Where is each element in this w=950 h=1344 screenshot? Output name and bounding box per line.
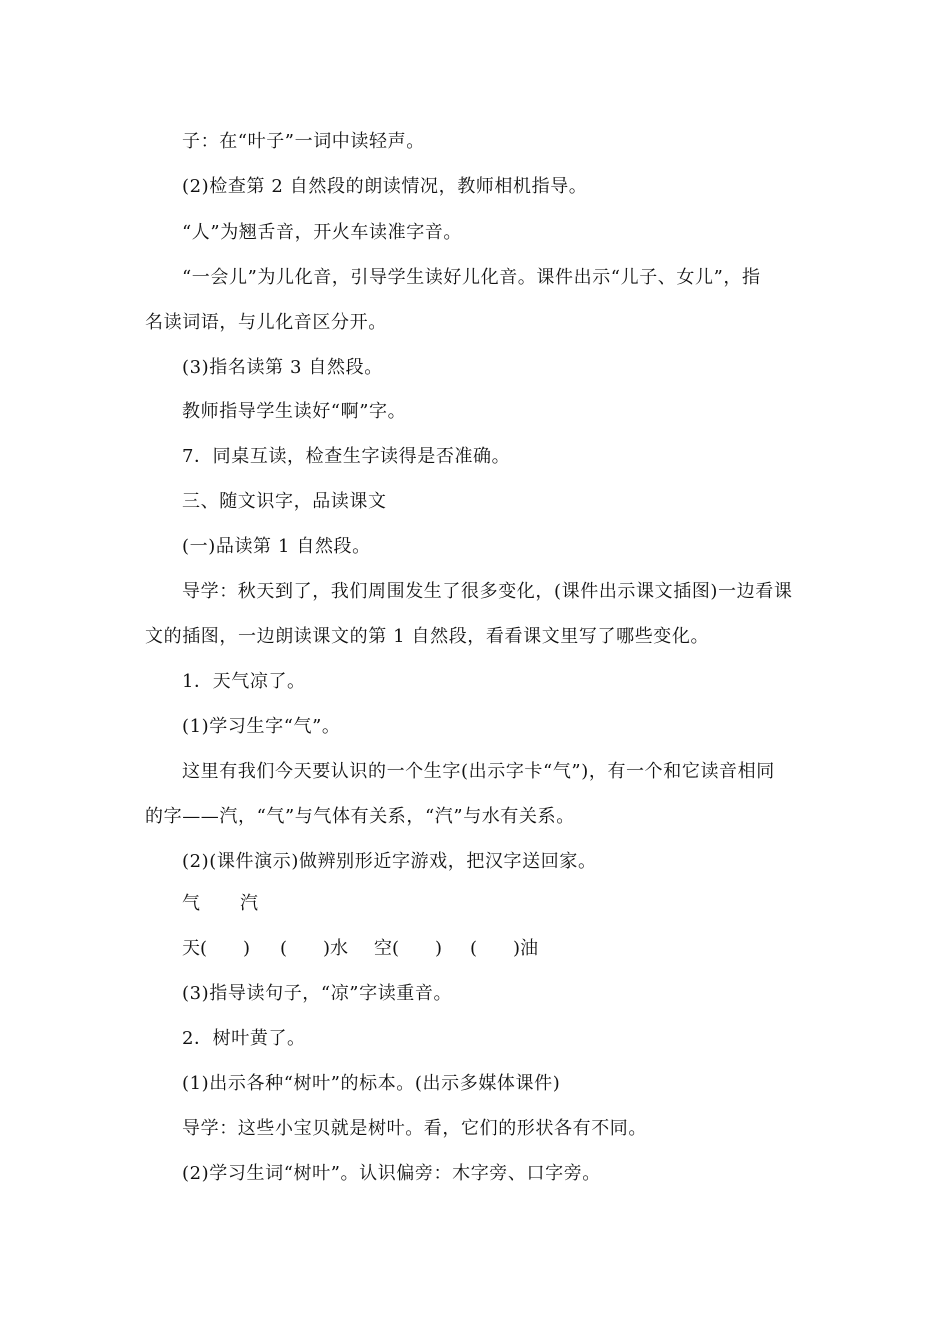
paragraph: (1)学习生字“气”。 xyxy=(182,716,341,737)
paragraph: 的字——汽，“气”与气体有关系，“汽”与水有关系。 xyxy=(145,806,575,827)
paragraph: 导学：秋天到了，我们周围发生了很多变化，(课件出示课文插图)一边看课 xyxy=(182,581,793,602)
paragraph: (2)检查第 2 自然段的朗读情况，教师相机指导。 xyxy=(182,176,588,197)
paragraph: 2．树叶黄了。 xyxy=(182,1028,306,1049)
paragraph: 子：在“叶子”一词中读轻声。 xyxy=(182,131,425,152)
paragraph: (2)(课件演示)做辨别形近字游戏，把汉字送回家。 xyxy=(182,851,597,872)
subsection-heading: (一)品读第 1 自然段。 xyxy=(182,536,371,557)
paragraph: (3)指导读句子，“凉”字读重音。 xyxy=(182,983,453,1004)
paragraph: 名读词语，与儿化音区分开。 xyxy=(145,312,387,333)
game-char: 气 xyxy=(182,893,200,914)
section-heading: 三、随文识字，品读课文 xyxy=(182,491,387,512)
paragraph: (3)指名读第 3 自然段。 xyxy=(182,357,383,378)
game-char: 汽 xyxy=(240,893,258,914)
paragraph: 7．同桌互读，检查生字读得是否准确。 xyxy=(182,446,511,467)
paragraph: 这里有我们今天要认识的一个生字(出示字卡“气”)，有一个和它读音相同 xyxy=(182,761,775,782)
paragraph: (1)出示各种“树叶”的标本。(出示多媒体课件) xyxy=(182,1073,561,1094)
paragraph: 文的插图，一边朗读课文的第 1 自然段，看看课文里写了哪些变化。 xyxy=(145,626,710,647)
game-blank: ( )油 xyxy=(470,938,539,959)
paragraph: 1．天气凉了。 xyxy=(182,671,306,692)
paragraph: (2)学习生词“树叶”。认识偏旁：木字旁、口字旁。 xyxy=(182,1163,601,1184)
paragraph: “人”为翘舌音，开火车读准字音。 xyxy=(182,222,463,243)
paragraph: 教师指导学生读好“啊”字。 xyxy=(182,401,407,422)
game-blank: ( )水 xyxy=(280,938,349,959)
game-blank: 空( ) xyxy=(374,938,443,959)
game-blank: 天( ) xyxy=(182,938,251,959)
paragraph: 导学：这些小宝贝就是树叶。看，它们的形状各有不同。 xyxy=(182,1118,647,1139)
paragraph: “一会儿”为儿化音，引导学生读好儿化音。课件出示“儿子、女儿”，指 xyxy=(182,267,761,288)
